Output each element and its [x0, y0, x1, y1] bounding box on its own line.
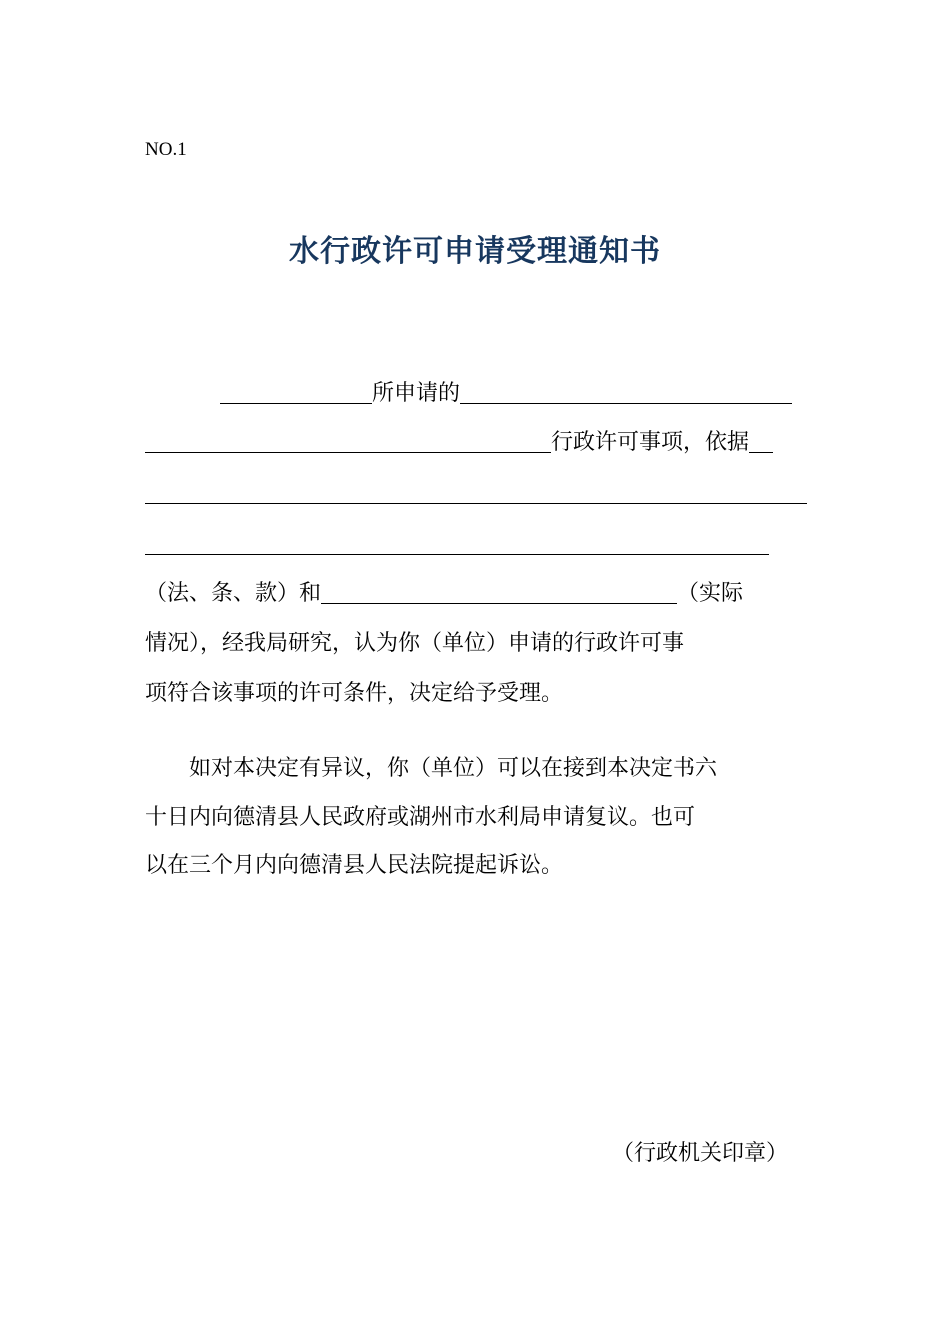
form-line-5	[145, 576, 743, 612]
appeal-line-3	[145, 848, 563, 884]
applicant-blank	[220, 377, 372, 404]
form-line-7	[145, 676, 563, 712]
application-item-blank	[460, 377, 792, 404]
form-line-2	[145, 425, 773, 461]
applied-for-text: 所申请的	[372, 381, 461, 406]
actual-text: （实际	[677, 581, 744, 606]
permit-basis-text: 行政许可事项，依据	[551, 430, 750, 455]
basis-start-blank	[749, 426, 773, 453]
seal-label: （行政机关印章）	[612, 1141, 789, 1166]
form-line-4	[145, 527, 769, 563]
appeal-line-2	[145, 800, 695, 836]
form-line-6	[145, 626, 684, 662]
basis-blank-partial	[145, 528, 769, 555]
document-number: NO.1	[145, 139, 187, 160]
actual-situation-blank	[321, 577, 677, 604]
decision-text-1: 情况），经我局研究，认为你（单位）申请的行政许可事	[145, 631, 685, 656]
law-clause-text: （法、条、款）和	[145, 581, 322, 606]
appeal-text-3: 以在三个月内向德清县人民法院提起诉讼。	[145, 853, 564, 878]
form-line-3	[145, 476, 807, 512]
form-line-1	[220, 376, 792, 412]
basis-blank-full	[145, 477, 807, 504]
appeal-text-1: 如对本决定有异议，你（单位）可以在接到本决定书六	[189, 756, 718, 781]
appeal-line-1	[189, 751, 717, 787]
appeal-text-2: 十日内向德清县人民政府或湖州市水利局申请复议。也可	[145, 805, 696, 830]
decision-text-2: 项符合该事项的许可条件，决定给予受理。	[145, 681, 564, 706]
item-name-blank	[145, 426, 551, 453]
document-title: 水行政许可申请受理通知书	[289, 234, 661, 269]
